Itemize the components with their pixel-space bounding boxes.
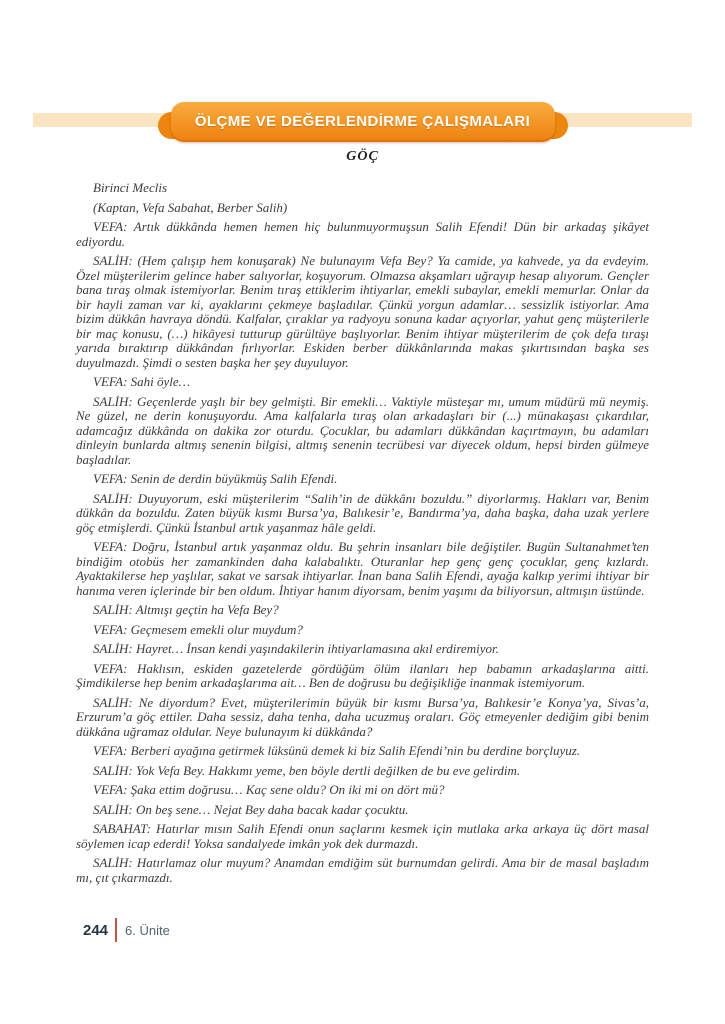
script-paragraph: SALİH: Geçenlerde yaşlı bir bey gelmişti. Bir emekli… Vaktiyle müsteşar mı, umum müdürü mü neymiş. Ne güzel, ne derin konuşuyordu. Ama kalfalarla tıraş olan arkadaşları bir (...) münakaşası çıkardılar, adamcağız dükkânda on dakika zor oturdu. Çocuklar, bu adamları dükkândan kaçırtmayın, bu adamları dinleyin bunlarda altmış senenin bilgisi, altmış senenin tecrübesi var diyecek oldum, hepsi birden gülmeye başladılar. (76, 393, 649, 467)
script-paragraph: SALİH: Hayret… İnsan kendi yaşındakilerin ihtiyarlamasına akıl erdiremiyor. (93, 641, 499, 656)
script-paragraph: VEFA: Sahi öyle… (93, 374, 191, 389)
script-paragraph: SALİH: Hatırlamaz olur muyum? Anamdan emdiğim süt burnumdan gelirdi. Ama bir de masal başladım mı, çıt çıkarmazdı. (76, 855, 649, 885)
footer (83, 918, 170, 942)
script-paragraph: VEFA: Doğru, İstanbul artık yaşanmaz oldu. Bu şehrin insanları bile değiştiler. Bugün Sultanahmet’ten bindiğim otobüs her zamankinden daha kalabalıktı. Oturanlar hep genç genç çocuklar, genç kızlardı. Ayaktakilerse hep yaşlılar, sakat ve sarsak ihtiyarlar. İnan bana Salih Efendi, ayağa kalkıp yerimi ihtiyar bir hanıma veren içlerinde bir ben oldum. İhtiyar hanım diyorsam, benim yaşımı da biliyorsun, altmışın üstünde. (76, 539, 649, 598)
script-paragraph: VEFA: Berberi ayağına getirmek lüksünü demek ki biz Salih Efendi’nin bu derdine borçluyuz. (93, 743, 581, 758)
script-paragraph: Birinci Meclis (93, 180, 168, 195)
script-paragraph: SALİH: Duyuyorum, eski müşterilerim “Salih’in de dükkânı bozuldu.” diyorlarmış. Hakları var, Benim dükkân da bozuldu. Zaten büyük kısmı Bursa’ya, Balıkesir’e, Bandırma’ya, daha başka, daha uzak yerlere göç etmişlerdi. Çünkü İstanbul artık yaşanmaz hâle geldi. (76, 490, 649, 535)
footer-divider (115, 918, 117, 942)
page-number: 244 (83, 921, 109, 939)
page-title: GÖÇ (346, 149, 379, 164)
script-paragraph: VEFA: Senin de derdin büyükmüş Salih Efendi. (93, 471, 338, 486)
script-paragraph: SALİH: On beş sene… Nejat Bey daha bacak kadar çocuktu. (93, 801, 409, 817)
section-banner-label: ÖLÇME VE DEĞERLENDİRME ÇALIŞMALARI (194, 112, 531, 130)
script-paragraph: (Kaptan, Vefa Sabahat, Berber Salih) (93, 199, 288, 215)
section-banner (171, 102, 555, 142)
script-paragraph: SABAHAT: Hatırlar mısın Salih Efendi onun saçlarını kesmek için mutlaka arka arkaya üç dört masal söylemen icap ederdi! Yoksa sandalyede imkân yok dek durmazdı. (76, 821, 649, 851)
script-paragraph: VEFA: Şaka ettim doğrusu… Kaç sene oldu? On iki mi on dört mü? (93, 782, 445, 797)
script-paragraph: SALİH: (Hem çalışıp hem konuşarak) Ne bulunayım Vefa Bey? Ya camide, ya kahvede, ya da evdeyim. Özel müşterilerim gelince haber salıyorlar, koşuyorum. Olmazsa akşamları uğrayıp hesap alıyorum. Gençler bana tıraş olmak istemiyorlar. Benim tıraş ettiklerim ihtiyarlar, emekli subaylar, emekli memurlar. Onlar da bir hayli zaman var ki, ayaklarını çekmeye başladılar. Çünkü yorgun adamlar… sessizlik istiyorlar. Ama bizim dükkân havraya döndü. Kalfalar, çıraklar ya radyoyu sonuna kadar açıyorlar, yahut genç müşterilerle bir maç konusu, (…) hikâyesi tutturup gürültüye başlıyorlar. Benim ihtiyar müşterilerim de çok defa tıraşı yarıda bıraktırıp dükkândan fırlıyorlar. Eskiden berber dükkânlarında makas şıkırtısından başka ses duyulmazdı. Şimdi o sesten başka her şey duyuluyor. (76, 253, 649, 370)
script-paragraph: VEFA: Geçmesem emekli olur muydum? (93, 621, 303, 637)
script-body (76, 181, 649, 890)
script-paragraph: SALİH: Ne diyordum? Evet, müşterilerimin büyük bir kısmı Bursa’ya, Balıkesir’e Konya’ya, Sivas’a, Erzurum’a göç ettiler. Daha sessiz, daha tenha, daha ucuzmuş oraları. Göç etmeyenler dediğim gibi benim dükkâna uğramaz oldular. Neye bulunayım ki dükkânda? (76, 694, 649, 739)
script-paragraph: VEFA: Artık dükkânda hemen hemen hiç bulunmuyormuşsun Salih Efendi! Dün bir arkadaş şikâyet ediyordu. (76, 219, 649, 249)
script-paragraph: SALİH: Yok Vefa Bey. Hakkımı yeme, ben böyle dertli değilken de bu eve gelirdim. (93, 762, 521, 778)
script-paragraph: SALİH: Altmışı geçtin ha Vefa Bey? (93, 602, 279, 617)
unit-label: 6. Ünite (125, 922, 170, 938)
script-paragraph: VEFA: Haklısın, eskiden gazetelerde gördüğüm ölüm ilanları hep babamın arkadaşlarına aitti. Şimdikilerse hep benim arkadaşlarıma ait… Ben de doğrusu bu değişikliğe inanmak istemiyorum. (76, 660, 649, 690)
